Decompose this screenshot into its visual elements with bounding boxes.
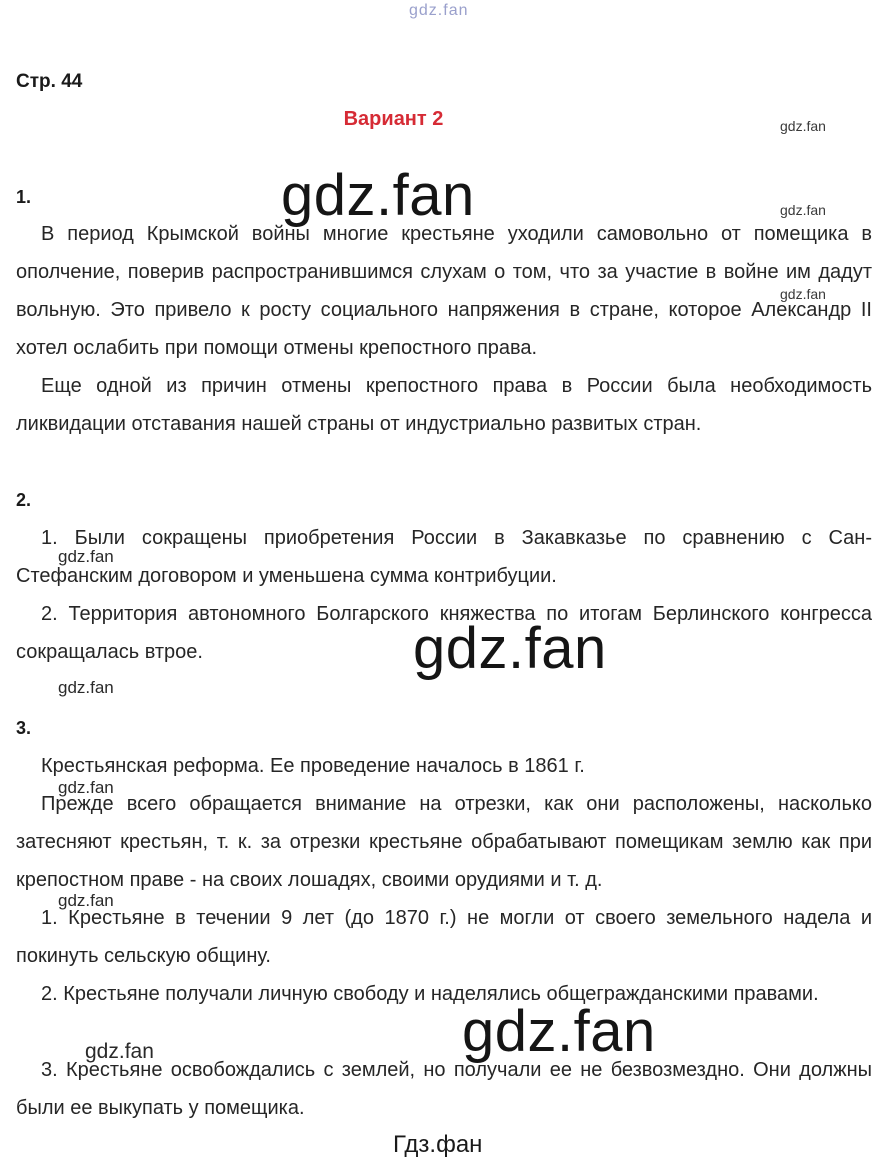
section-3-paragraph-4: 2. Крестьяне получали личную свободу и наделялись общегражданскими правами. <box>41 983 819 1005</box>
section-2-paragraph-1: 1. Были сокращены приобретения России в Закавказье по сравнению с Сан-Стефанским договором и уменьшена сумма контрибуции. <box>16 527 872 587</box>
section-3-paragraph-1: Крестьянская реформа. Ее проведение началось в 1861 г. <box>41 755 585 777</box>
watermark-small: gdz.fan <box>780 202 826 218</box>
section-1-paragraph-2: Еще одной из причин отмены крепостного права в России была необходимость ликвидации отставания нашей страны от индустриально развитых стран. <box>16 375 872 435</box>
page-label: Стр. 44 <box>16 71 83 92</box>
section-3-paragraph-5: 3. Крестьяне освобождались с землей, но получали ее не безвозмездно. Они должны были ее выкупать у помещика. <box>16 1059 872 1119</box>
watermark-small: gdz.fan <box>58 778 114 797</box>
section-number-1: 1. <box>16 187 32 207</box>
watermark-small: gdz.fan <box>58 891 114 910</box>
watermark-large: gdz.fan <box>462 999 656 1064</box>
watermark-small: gdz.fan <box>58 678 114 697</box>
section-3-paragraph-2: Прежде всего обращается внимание на отрезки, как они расположены, насколько затесняют крестьян, т. к. за отрезки крестьяне обрабатывают помещикам землю как при крепостном праве - на своих лошадях, своими орудиями и т. д. <box>16 793 872 891</box>
section-number-3: 3. <box>16 718 32 738</box>
watermark-small: gdz.fan <box>58 547 114 566</box>
watermark-large: gdz.fan <box>281 163 475 228</box>
watermark-small: gdz.fan <box>85 1040 154 1063</box>
section-1-paragraph-1: В период Крымской войны многие крестьяне уходили самовольно от помещика в ополчение, поверив распространившимся слухам о том, что за участие в войне им дадут вольную. Это привело к росту социального напряжения в стране, которое Александр II хотел ослабить при помощи отмены крепостного права. <box>16 223 872 359</box>
section-2-paragraph-2: 2. Территория автономного Болгарского княжества по итогам Берлинского конгресса сокращалась втрое. <box>16 603 872 663</box>
section-number-2: 2. <box>16 490 32 510</box>
watermark-bottom: Гдз.фан <box>393 1131 483 1158</box>
watermark-large: gdz.fan <box>413 616 607 681</box>
watermark-small: gdz.fan <box>780 118 826 134</box>
watermark-small: gdz.fan <box>780 286 826 302</box>
watermark-top: gdz.fan <box>409 2 469 19</box>
variant-title: Вариант 2 <box>343 108 444 130</box>
section-3-paragraph-3: 1. Крестьяне в течении 9 лет (до 1870 г.) не могли от своего земельного надела и покинуть сельскую общину. <box>16 907 872 967</box>
